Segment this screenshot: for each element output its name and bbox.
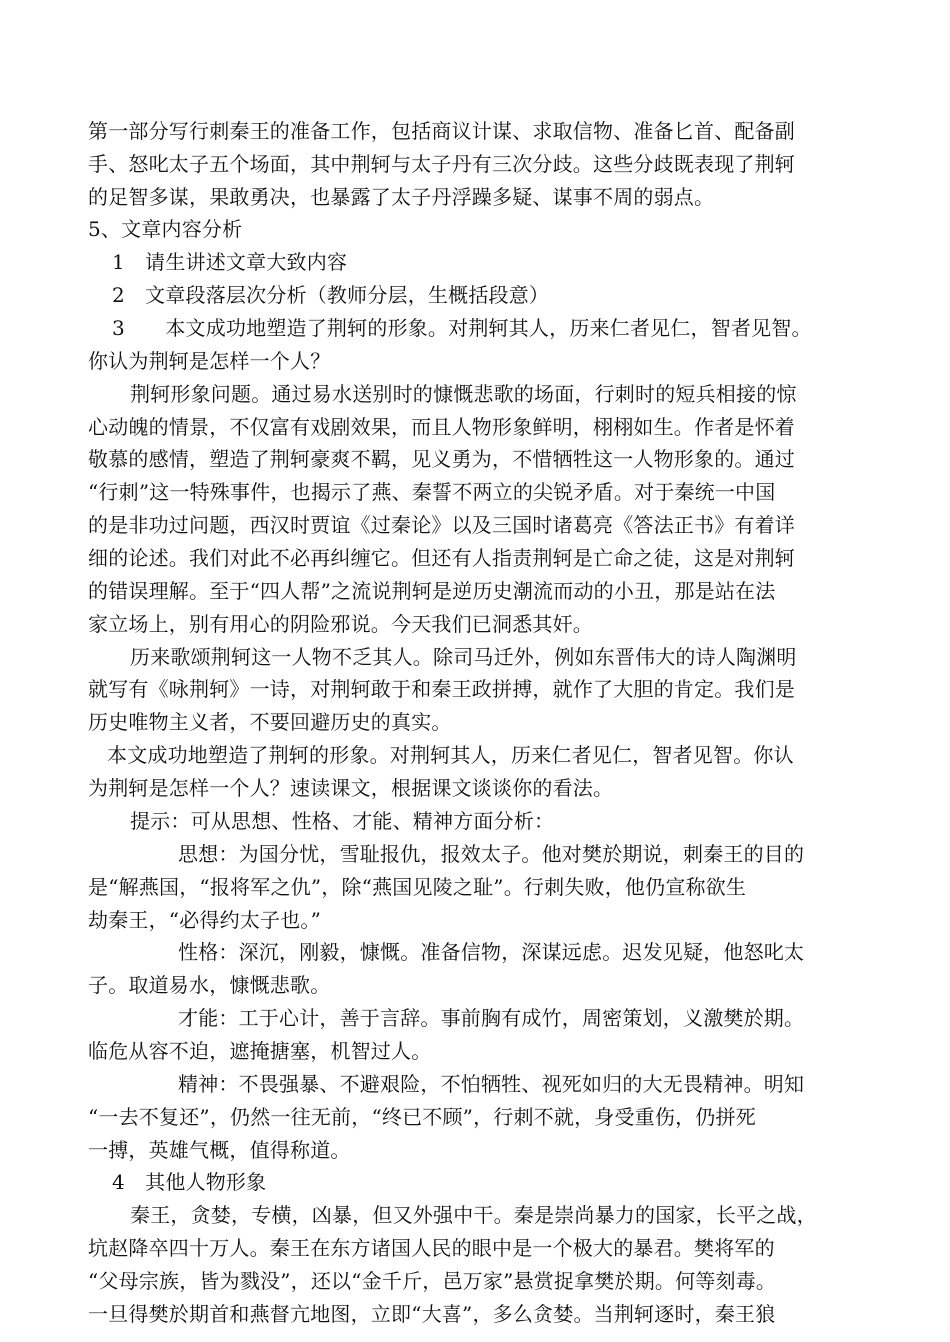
text-line: 心动魄的情景，不仅富有戏剧效果，而且人物形象鲜明，栩栩如生。作者是怀着 (88, 415, 795, 439)
text-line: 思想：为国分忧，雪耻报仇，报效太子。他对樊於期说，刺秦王的目的 (178, 842, 805, 866)
text-line: 手、怒叱太子五个场面，其中荆轲与太子丹有三次分歧。这些分歧既表现了荆轲 (88, 152, 795, 176)
text-line: 就写有《咏荆轲》一诗，对荆轲敢于和秦王政拼搏，就作了大胆的肯定。我们是 (88, 677, 795, 701)
text-line: 秦王，贪婪，专横，凶暴，但又外强中干。秦是崇尚暴力的国家，长平之战， (130, 1203, 817, 1227)
list-item: 2 文章段落层次分析（教师分层，生概括段意） (112, 283, 550, 307)
text-line: 一搏，英雄气概，值得称道。 (88, 1138, 351, 1162)
text-line: 家立场上，别有用心的阴险邪说。今天我们已洞悉其奸。 (88, 612, 593, 636)
text-line: 的是非功过问题，西汉时贾谊《过秦论》以及三国时诸葛亮《答法正书》有着详 (88, 513, 795, 537)
text-line: 坑赵降卒四十万人。秦王在东方诸国人民的眼中是一个极大的暴君。樊将军的 (88, 1236, 775, 1260)
text-line: 劫秦王，“必得约太子也。” (88, 908, 322, 932)
text-line: 临危从容不迫，遮掩搪塞，机智过人。 (88, 1039, 432, 1063)
list-item: 1 请生讲述文章大致内容 (112, 250, 348, 274)
text-line: 的错误理解。至于“四人帮”之流说荆轲是逆历史潮流而动的小丑，那是站在法 (88, 579, 776, 603)
text-line: 性格：深沉，刚毅，慷慨。准备信物，深谋远虑。迟发见疑，他怒叱太 (178, 940, 805, 964)
text-line: 一旦得樊於期首和燕督亢地图，立即“大喜”，多么贪婪。当荆轲逐时，秦王狼 (88, 1302, 776, 1326)
section-heading: 5、文章内容分析 (88, 217, 243, 241)
text-line: 你认为荆轲是怎样一个人？ (88, 349, 331, 373)
text-line: 子。取道易水，慷慨悲歌。 (88, 973, 331, 997)
text-line: 为荆轲是怎样一个人？速读课文，根据课文谈谈你的看法。 (88, 776, 614, 800)
text-line: 精神：不畏强暴、不避艰险，不怕牺牲、视死如归的大无畏精神。明知 (178, 1072, 805, 1096)
text-line: 荆轲形象问题。通过易水送别时的慷慨悲歌的场面，行刺时的短兵相接的惊 (130, 382, 797, 406)
text-line: 历史唯物主义者，不要回避历史的真实。 (88, 710, 452, 734)
text-line: 敬慕的感情，塑造了荆轲豪爽不羁，见义勇为，不惜牺牲这一人物形象的。通过 (88, 447, 795, 471)
hint-line: 提示：可从思想、性格、才能、精神方面分析： (130, 809, 555, 833)
text-line: “父母宗族，皆为戮没”，还以“金千斤，邑万家”悬赏捉拿樊於期。何等刻毒。 (88, 1269, 777, 1293)
text-line: 的足智多谋，果敢勇决，也暴露了太子丹浮躁多疑、谋事不周的弱点。 (88, 185, 715, 209)
text-line: 细的论述。我们对此不必再纠缠它。但还有人指责荆轲是亡命之徒，这是对荆轲 (88, 546, 795, 570)
list-item: 3 本文成功地塑造了荆轲的形象。对荆轲其人，历来仁者见仁，智者见智。 (112, 316, 812, 340)
text-line: 本文成功地塑造了荆轲的形象。对荆轲其人，历来仁者见仁，智者见智。你认 (107, 743, 794, 767)
list-item: 4 其他人物形象 (112, 1170, 267, 1194)
text-line: 才能：工于心计，善于言辞。事前胸有成竹，周密策划，义激樊於期。 (178, 1006, 805, 1030)
text-line: “行刺”这一特殊事件，也揭示了燕、秦誓不两立的尖锐矛盾。对于秦统一中国 (88, 480, 776, 504)
text-line: 第一部分写行刺秦王的准备工作，包括商议计谋、求取信物、准备匕首、配备副 (88, 119, 795, 143)
text-line: “一去不复还”，仍然一往无前，“终已不顾”，行刺不就，身受重伤，仍拼死 (88, 1105, 756, 1129)
text-line: 历来歌颂荆轲这一人物不乏其人。除司马迁外，例如东晋伟大的诗人陶渊明 (130, 645, 797, 669)
text-line: 是“解燕国，“报将军之仇”，除“燕国见陵之耻”。行刺失败，他仍宣称欲生 (88, 875, 747, 899)
